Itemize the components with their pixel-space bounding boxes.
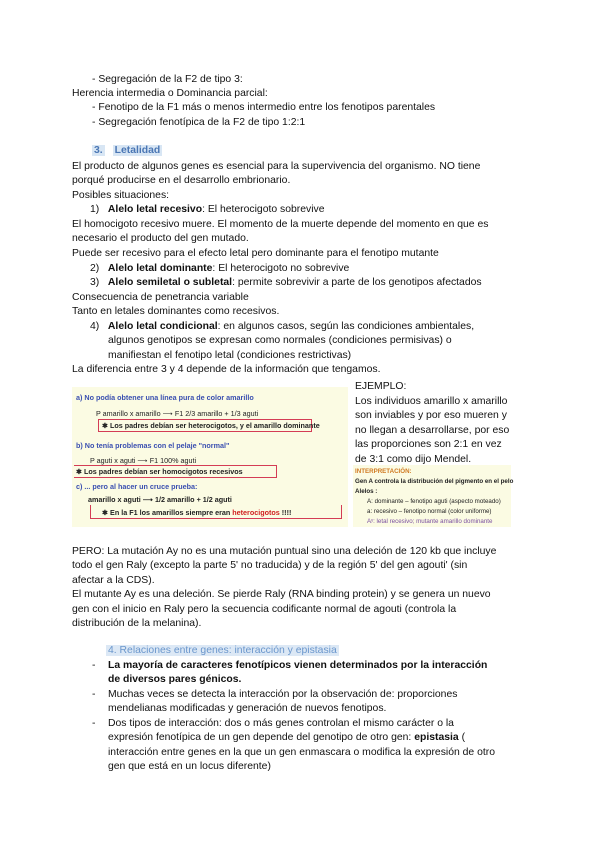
bullet-text	[108, 731, 465, 744]
example-text: Los individuos amarillo x amarillo	[355, 396, 508, 407]
conclusion-c-end: !!!!	[279, 508, 292, 517]
example-text: las proporciones son 2:1 en vez	[355, 439, 502, 450]
interpretation-line: A: dominante – fenotipo aguti (aspecto moteado)	[367, 498, 501, 505]
item-desc: : El heterocigoto sobrevive	[202, 204, 325, 215]
paragraph: todo el gen Raly (excepto la parte 5' no traducida) y de la región 5' del gen agouti' (sin	[72, 560, 468, 571]
conclusion-b: ✱ Los padres debían ser homocigotos recesivos	[76, 467, 243, 476]
item-number: 2)	[90, 263, 100, 274]
epistasia-term: epistasia	[414, 732, 459, 743]
item-term: Alelo letal recesivo	[107, 204, 203, 215]
item-number: 4)	[90, 321, 100, 332]
conclusion-c	[102, 508, 291, 517]
paragraph: afectar a la CDS).	[72, 575, 155, 586]
paragraph: Puede ser recesivo para el efecto letal pero dominante para el fenotipo mutante	[72, 248, 439, 259]
bullet-text: mendelianas modificadas y generación de nuevos fenotipos.	[108, 703, 387, 714]
paragraph: El homocigoto recesivo muere. El momento de la muerte depende del momento en que es	[72, 219, 489, 230]
heading-text: 4. Relaciones entre genes: interacción y epistasia	[108, 645, 337, 656]
paragraph: necesario el producto del gen mutado.	[72, 233, 249, 244]
item-continuation: manifiestan el fenotipo letal (condiciones restrictivas)	[108, 350, 352, 361]
list-item: - Segregación de la F2 de tipo 3:	[92, 74, 243, 85]
paragraph: Posibles situaciones:	[72, 190, 170, 201]
heading-text: Letalidad	[114, 145, 161, 156]
bullet-text: interacción entre genes en la que un gen enmascara o modifica la expresión de otro	[108, 747, 496, 758]
numbered-item-3	[90, 276, 482, 289]
item-desc: : en algunos casos, según las condiciones ambientales,	[217, 321, 475, 332]
paragraph: Consecuencia de penetrancia variable	[72, 292, 249, 303]
example-label: EJEMPLO:	[355, 381, 407, 392]
bullet-text: de diversos pares génicos.	[108, 674, 242, 685]
question-a: a) No podía obtener una línea pura de color amarillo	[76, 393, 254, 402]
cross-c: amarillo x aguti ⟶ 1/2 amarillo + 1/2 aguti	[88, 495, 232, 504]
question-b: b) No tenía problemas con el pelaje "normal"	[76, 441, 230, 450]
item-continuation: algunos genotipos se expresan como normales (condiciones permisivas) o	[108, 335, 452, 346]
paragraph: gen con el inicio en Raly pero la secuencia codificante normal de agouti (controla la	[72, 604, 457, 615]
paragraph: El producto de algunos genes es esencial para la supervivencia del organismo. NO tiene	[72, 161, 481, 172]
item-number: 1)	[90, 204, 100, 215]
paragraph: Herencia intermedia o Dominancia parcial:	[72, 88, 268, 99]
item-term: Alelo semiletal o subletal	[107, 277, 233, 288]
paragraph: Tanto en letales dominantes como recesivos.	[72, 306, 280, 317]
numbered-item-2	[90, 262, 349, 275]
interpretation-title: INTERPRETACIÓN:	[355, 468, 412, 475]
item-term: Alelo letal dominante	[107, 263, 213, 274]
paragraph: La diferencia entre 3 y 4 depende de la información que tengamos.	[72, 364, 381, 375]
item-desc: : permite sobrevivir a parte de los genotipos afectados	[232, 277, 482, 288]
interpretation-box	[353, 465, 514, 527]
bullet-text: Dos tipos de interacción: dos o más genes controlan el mismo carácter o la	[108, 718, 454, 729]
list-item: - Fenotipo de la F1 más o menos intermedio entre los fenotipos parentales	[92, 102, 436, 113]
interpretation-line: a: recesivo – fenotipo normal (color uniforme)	[367, 508, 492, 515]
item-term: Alelo letal condicional	[107, 321, 218, 332]
example-text: de 3:1 como dijo Mendel.	[355, 454, 472, 465]
interpretation-line: Aʸ: letal recesivo; mutante amarillo dominante	[367, 518, 493, 525]
conclusion-c-highlight: heterocigotos	[232, 508, 280, 517]
bullet-text: La mayoría de caracteres fenotípicos vienen determinados por la interacción	[108, 660, 488, 671]
heading-number: 3.	[94, 145, 103, 156]
conclusion-c-text: ✱ En la F1 los amarillos siempre eran	[102, 508, 233, 517]
crosses-figure	[72, 387, 348, 527]
numbered-item-1	[90, 203, 325, 216]
item-number: 3)	[90, 277, 100, 288]
conclusion-a: ✱ Los padres debían ser heterocigotos, y el amarillo dominante	[102, 421, 320, 430]
cross-b: P aguti x aguti ⟶ F1 100% aguti	[90, 456, 197, 465]
list-item: - Segregación fenotípica de la F2 de tipo 1:2:1	[92, 117, 306, 128]
bullet-dash: -	[92, 689, 96, 700]
paragraph: El mutante Ay es una deleción. Se pierde Raly (RNA binding protein) y se genera un nuevo	[72, 589, 491, 600]
paragraph: porqué producirse en el desarrollo embrionario.	[72, 175, 291, 186]
item-desc: : El heterocigoto no sobrevive	[212, 263, 350, 274]
bullet-text-part: (	[458, 732, 466, 743]
bullet-text-part: expresión fenotípica de un gen depende del genotipo de otro gen:	[108, 732, 415, 743]
example-text: no llegan a desarrollarse, por eso	[355, 425, 510, 436]
section-heading-letalidad	[92, 144, 162, 157]
question-c: c) ... pero al hacer un cruce prueba:	[76, 482, 198, 491]
interpretation-line: Alelos :	[355, 488, 378, 495]
cross-a: P amarillo x amarillo ⟶ F1 2/3 amarillo + 1/3 aguti	[96, 409, 259, 418]
example-text: son inviables y por eso mueren y	[355, 410, 507, 421]
paragraph: PERO: La mutación Ay no es una mutación puntual sino una deleción de 120 kb que incluye	[72, 546, 497, 557]
bullet-text: gen que está en un locus diferente)	[108, 761, 271, 772]
bullet-dash: -	[92, 660, 96, 671]
interpretation-line: Gen A controla la distribución del pigmento en el pelo	[355, 478, 514, 485]
numbered-item-4	[90, 320, 474, 333]
paragraph: distribución de la melanina).	[72, 618, 202, 629]
bullet-dash: -	[92, 718, 96, 729]
bullet-text: Muchas veces se detecta la interacción por la observación de: proporciones	[108, 689, 458, 700]
section-heading-interaccion	[106, 644, 339, 657]
